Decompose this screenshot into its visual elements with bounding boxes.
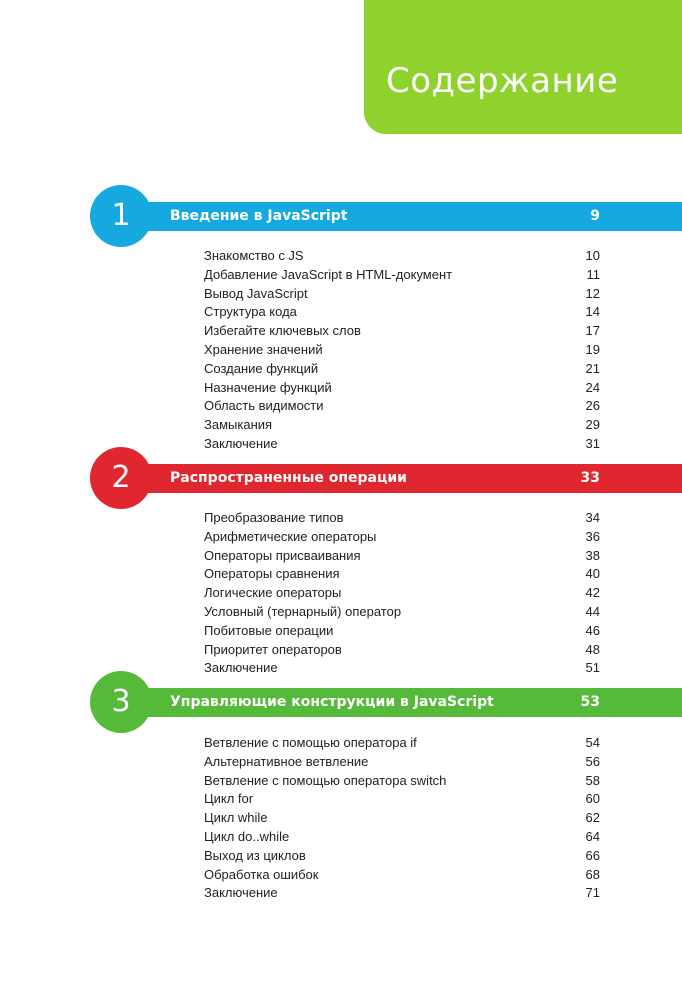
toc-entry[interactable] [204,866,600,884]
toc-entry-label: Хранение значений [204,342,323,357]
toc-entry[interactable] [204,547,600,565]
toc-entry[interactable] [204,753,600,771]
toc-entry-page: 38 [585,547,600,563]
toc-entry[interactable] [204,828,600,846]
toc-entry-page: 11 [586,266,600,282]
toc-entry-label: Цикл while [204,810,268,826]
toc-entry[interactable] [204,379,600,397]
toc-entry-label: Цикл for [204,791,254,807]
toc-entry-page: 17 [585,323,600,339]
toc-entry-page: 40 [585,566,600,582]
toc-entry-page: 54 [585,735,600,750]
toc-entry[interactable] [204,659,600,677]
toc-entry[interactable] [204,435,600,453]
toc-entry-label: Добавление JavaScript в HTML-документ [204,266,453,282]
toc-entry[interactable] [204,285,600,303]
toc-entry[interactable] [204,809,600,827]
toc-entry-label: Заключение [204,885,278,901]
toc-entry-label: Операторы присваивания [204,547,361,563]
toc-entry[interactable] [204,565,600,583]
toc-entry[interactable] [204,584,600,602]
chapter-2-number-badge: 2 [90,447,152,509]
toc-entry-label: Ветвление с помощью оператора switch [204,772,447,788]
toc-entry-label: Логические операторы [204,585,342,601]
toc-entry-page: 12 [585,285,600,301]
toc-entry-page: 56 [585,753,600,769]
toc-entry[interactable] [204,341,600,359]
chapter-2-title[interactable]: Распространенные операции [170,470,407,486]
toc-entry-label: Арифметические операторы [204,528,377,544]
contents-title-tab [364,0,682,134]
toc-entry-label: Обработка ошибок [204,866,319,882]
toc-entry[interactable] [204,528,600,546]
toc-entry-page: 42 [585,585,600,601]
toc-entry-label: Назначение функций [204,379,332,395]
toc-entry[interactable] [204,622,600,640]
toc-entry-page: 44 [585,604,600,619]
toc-entry-page: 48 [585,641,600,657]
toc-entry-page: 71 [585,885,600,901]
toc-entry[interactable] [204,322,600,340]
chapter-3-title[interactable]: Управляющие конструкции в JavaScript [170,694,494,710]
toc-entry[interactable] [204,509,600,527]
toc-entry-page: 31 [585,436,600,451]
toc-entry-page: 36 [585,528,600,544]
chapter-3-number-badge: 3 [90,671,152,733]
toc-entry[interactable] [204,303,600,321]
toc-entry-label: Заключение [204,436,278,451]
toc-entry[interactable] [204,790,600,808]
toc-entry-label: Вывод JavaScript [204,285,308,301]
toc-entry-label: Избегайте ключевых слов [204,323,361,339]
chapter-3-page: 53 [580,694,600,710]
toc-entry-label: Знакомство с JS [204,248,304,263]
toc-entry[interactable] [204,772,600,790]
toc-entry-label: Структура кода [204,304,297,320]
chapter-1-number-badge: 1 [90,185,152,247]
toc-entry[interactable] [204,266,600,284]
toc-entry[interactable] [204,397,600,415]
chapter-2-page: 33 [580,470,600,486]
toc-entry-page: 58 [585,772,600,788]
toc-entry-label: Выход из циклов [204,847,306,863]
toc-entry-label: Замыкания [204,417,273,433]
toc-entry-label: Условный (тернарный) оператор [204,604,402,619]
toc-entry-page: 19 [585,342,600,357]
toc-entry-label: Заключение [204,660,278,676]
toc-entry-page: 64 [585,829,600,844]
page-title: Содержание [386,61,619,101]
toc-entry-label: Операторы сравнения [204,566,340,582]
toc-entry[interactable] [204,847,600,865]
toc-entry[interactable] [204,416,600,434]
toc-entry-page: 21 [585,360,600,376]
toc-entry-label: Альтернативное ветвление [204,753,369,769]
toc-entry-page: 66 [585,847,600,863]
toc-entry[interactable] [204,247,600,265]
toc-entry[interactable] [204,734,600,752]
toc-entry-page: 51 [585,660,600,676]
toc-entry-page: 24 [585,379,600,395]
toc-entry-label: Побитовые операции [204,622,334,638]
toc-entry-page: 10 [585,248,600,263]
toc-entry-page: 46 [585,622,600,638]
toc-entry-label: Создание функций [204,360,319,376]
chapter-1-title[interactable]: Введение в JavaScript [170,208,348,224]
toc-entry[interactable] [204,603,600,621]
toc-entry-label: Область видимости [204,398,324,414]
toc-entry[interactable] [204,360,600,378]
toc-entry-page: 68 [585,866,600,882]
toc-entry-page: 34 [585,510,600,525]
chapter-1-page: 9 [590,208,600,224]
toc-entry-page: 26 [585,398,600,414]
toc-entry-page: 62 [585,810,600,826]
toc-entry[interactable] [204,641,600,659]
toc-entry-label: Преобразование типов [204,510,344,525]
toc-entry-label: Приоритет операторов [204,641,342,657]
toc-entry-page: 60 [585,791,600,807]
toc-entry-label: Ветвление с помощью оператора if [204,735,417,750]
toc-entry-label: Цикл do..while [204,829,290,844]
toc-entry[interactable] [204,884,600,902]
toc-entry-page: 29 [585,417,600,433]
toc-entry-page: 14 [585,304,600,320]
